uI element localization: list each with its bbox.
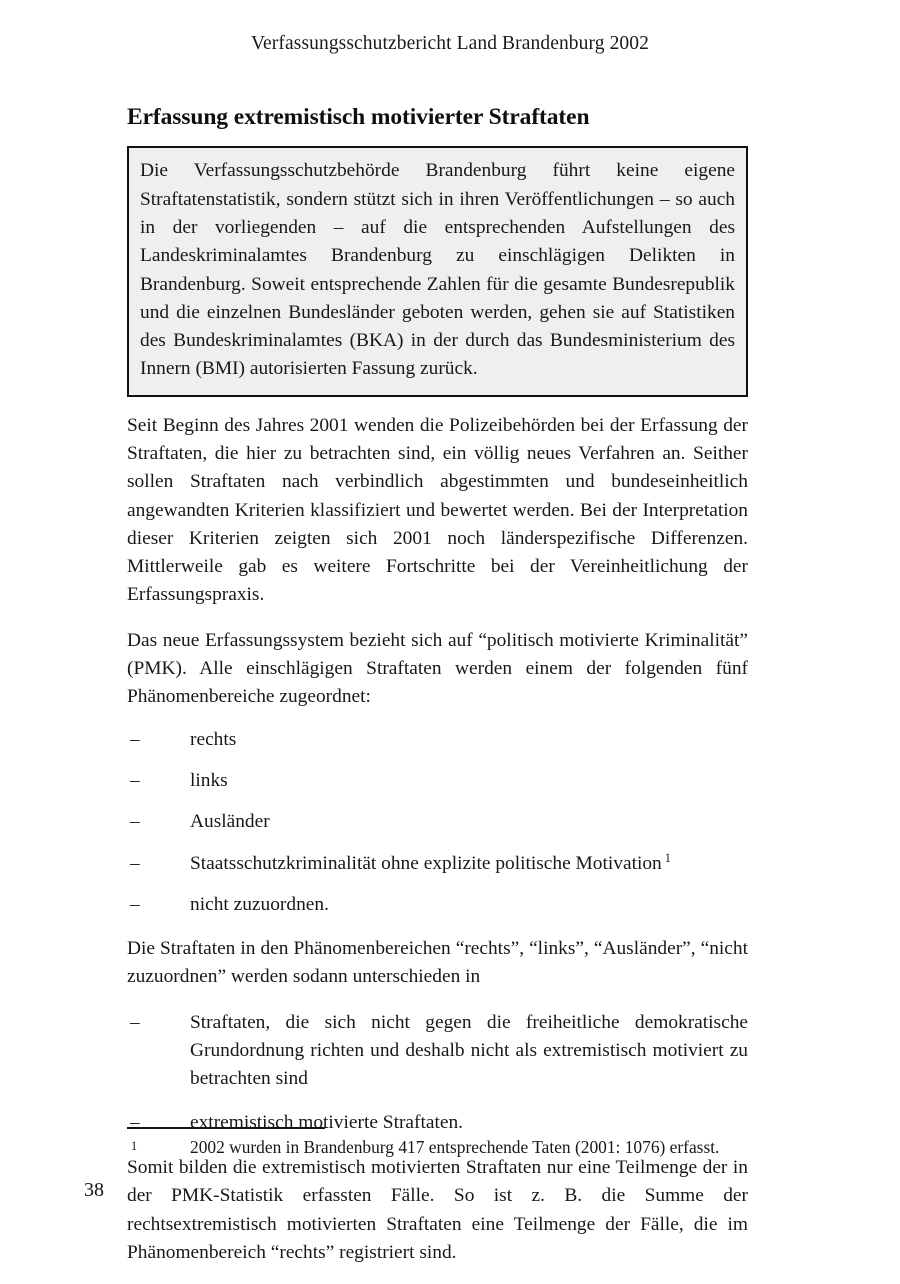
list-item [127, 808, 748, 836]
list-item [127, 891, 748, 919]
callout-box [127, 146, 748, 396]
dash-marker: – [130, 811, 140, 833]
running-head: Verfassungsschutzbericht Land Brandenburg 2002 [251, 33, 649, 54]
text-column [127, 104, 748, 1284]
dash-marker: – [130, 893, 140, 915]
footnote-reference[interactable]: 1 [664, 850, 671, 865]
paragraph-2: Das neue Erfassungssystem bezieht sich auf “politisch motivierte Kriminalität” (PMK). Alle einschlägigen Straftaten werden einem der folgenden fünf Phänomenbereiche zugeordnet: [127, 629, 748, 708]
page-title: Erfassung extremistisch motivierter Straftaten [127, 104, 590, 130]
footnote-separator-rule [127, 1127, 325, 1129]
list-item-label: links [190, 769, 228, 791]
paragraph-4: Somit bilden die extremistisch motivierten Straftaten nur eine Teilmenge der in der PMK-Statistik erfassten Fälle. So ist z. B. die Summe der rechtsextremistisch motivierten Straftaten eine Teilmenge der Fälle, die im Phänomenbereich “rechts” registriert sind. [127, 1156, 748, 1263]
dash-marker: – [130, 1111, 140, 1133]
dash-marker: – [130, 769, 140, 791]
distinction-list [127, 1009, 748, 1137]
footnote [127, 1135, 748, 1160]
list-item-label: extremistisch motivierte Straftaten. [190, 1111, 464, 1133]
footnote-text: 2002 wurden in Brandenburg 417 entsprechende Taten (2001: 1076) erfasst. [190, 1137, 720, 1157]
list-item-label: nicht zuzuordnen. [190, 893, 329, 915]
footnote-number: 1 [131, 1139, 138, 1153]
list-item-label: Staatsschutzkriminalität ohne explizite politische Motivation [190, 852, 662, 874]
phenomena-list [127, 726, 748, 919]
list-item-label: Ausländer [190, 811, 270, 833]
callout-text: Die Verfassungsschutzbehörde Brandenburg führt keine eigene Straftatenstatistik, sondern stützt sich in ihren Veröffentlichungen – so auch in der vorliegenden – auf die entsprechenden Aufstellungen des Landeskriminalamtes Brandenburg zu einschlägigen Delikten in Brandenburg. Soweit entsprechende Zahlen für die gesamte Bundesrepublik und die einzelnen Bundesländer geboten werden, gehen sie auf Statistiken des Bundeskriminalamtes (BKA) in der durch das Bundesministerium des Innern (BMI) autorisierten Fassung zurück. [140, 160, 735, 380]
paragraph-1: Seit Beginn des Jahres 2001 wenden die Polizeibehörden bei der Erfassung der Straftaten, die hier zu betrachten sind, ein völlig neues Verfahren an. Seither sollen Straftaten nach verbindlich abgestimmten und bundeseinheitlich angewandten Kriterien klassifiziert und bewertet werden. Bei der Interpretation dieser Kriterien zeigten sich 2001 noch länderspezifische Differenzen. Mittlerweile gab es weitere Fortschritte bei der Vereinheitlichung der Erfassungspraxis. [127, 414, 748, 606]
list-item [127, 1009, 748, 1094]
list-item-label: Straftaten, die sich nicht gegen die freiheitliche demokratische Grundordnung richten und deshalb nicht als extremistisch motiviert zu betrachten sind [190, 1011, 748, 1090]
list-item [127, 767, 748, 795]
list-item [127, 726, 748, 754]
list-item-label: rechts [190, 728, 237, 750]
dash-marker: – [130, 852, 140, 874]
footnote-area [127, 1127, 748, 1160]
dash-marker: – [130, 1011, 140, 1033]
dash-marker: – [130, 728, 140, 750]
paragraph-3: Die Straftaten in den Phänomenbereichen “rechts”, “links”, “Ausländer”, “nicht zuzuordnen” werden sodann unterschieden in [127, 938, 748, 988]
page-number: 38 [84, 1179, 104, 1201]
list-item [127, 850, 748, 878]
